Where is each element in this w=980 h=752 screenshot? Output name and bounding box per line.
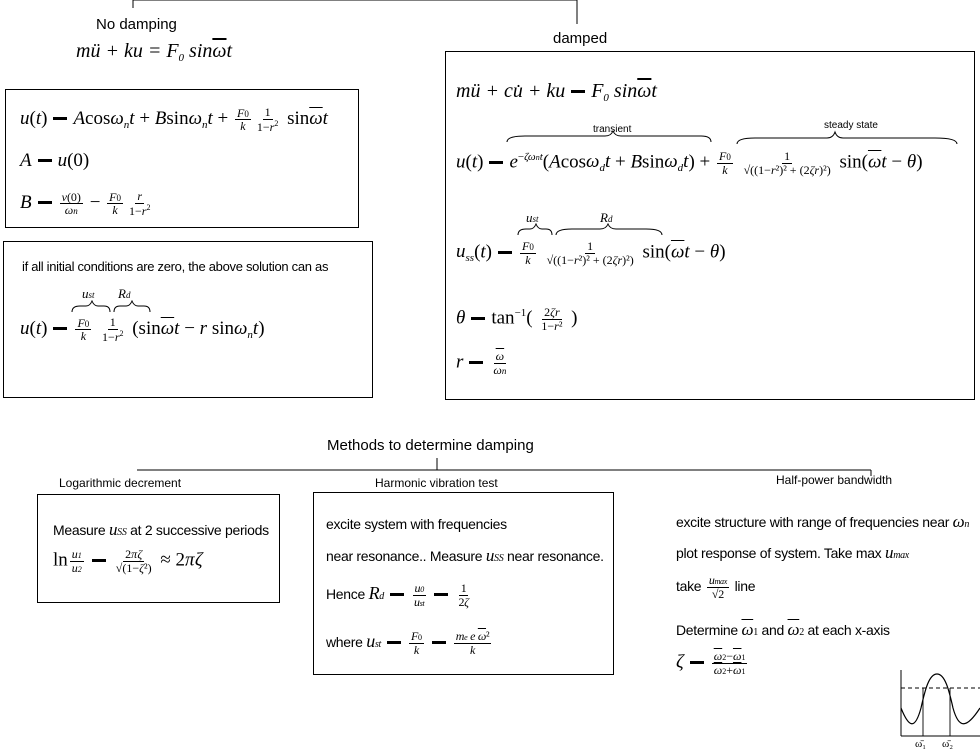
half-power-damping-formula: ζ $\frac{\overline{\omega}2-\overline{\omega}1}{\overline{\omega}2+\overline{\omega}1}$: [676, 649, 746, 677]
harmonic-title: Harmonic vibration test: [375, 476, 498, 490]
zero-ic-solution: u(t) $\frac{F0}{k}$ $\frac{1}{1-r^2}$ ($\sin\overline{\omega}t - r$ sinω$_n$t): [20, 315, 265, 344]
log-decrement-title: Logarithmic decrement: [59, 476, 182, 490]
half-power-line4: Determine $\overline{\omega}1$ and $\overline{\omega}2$ at each x-axis: [676, 620, 890, 639]
undamped-equation-of-motion: mü + ku = $F_0$ $\sin\overline{\omega}t$: [76, 40, 233, 64]
half-power-response-plot: [895, 668, 980, 738]
half-power-line1: excite structure with range of frequencies near ωn: [676, 512, 970, 531]
log-decrement-measure: Measure uSS at 2 successive periods: [53, 520, 269, 539]
half-power-line3: take $\frac{umax}{√2}$ line: [676, 573, 756, 601]
zero-initial-note: if all initial conditions are zero, the above solution can as: [22, 259, 329, 274]
frequency-ratio: r $\frac{\overline{\omega}}{\omega n}$: [456, 349, 507, 377]
methods-title: Methods to determine damping: [327, 437, 534, 454]
steady-state-label: steady state: [824, 120, 878, 131]
undamped-solution: u(t) Acosω$_n$t + Bsinω$_n$t + $\frac{F0}{k}$ $\frac{1}{1-r^2}$ $\sin\overline{\omega}t$: [20, 105, 328, 134]
axis-label-w2: ω̄₂: [942, 738, 954, 750]
rd-label: Rd: [118, 286, 131, 301]
damped-equation-of-motion: mü + cu̇ + ku $F_0$ $\sin\overline{\omega}t$: [456, 80, 657, 104]
phase-angle: θ $\tan^{-1}$( $\frac{2\zeta r}{\text{1−r²}}$ ): [456, 305, 578, 333]
transient-label: transient: [593, 124, 632, 135]
harmonic-hence: Hence Rd $\frac{u0}{\text{ust}}$ $\frac{1}{2\zeta}$: [326, 581, 469, 609]
harmonic-where: where ust $\frac{F0}{k}$ $\frac{me e \overline{\omega}^2}{k}$: [326, 629, 490, 657]
axis-label-w1: ω̄₁: [915, 738, 927, 750]
half-power-title: Half-power bandwidth: [776, 473, 893, 487]
steady-state-response: $u_{ss}(t)$ $\frac{F0}{k}$ $\frac{1}{\text{√((1−r²)² + (2ζr)²)}}$ $\sin(\overline{\omega}t - \theta)$: [456, 239, 726, 267]
ust-label: ust: [82, 286, 95, 301]
no-damping-title: No damping: [96, 16, 177, 33]
log-decrement-formula: ln $\frac{u1}{u2}$ $\frac{2\pi\zeta}{\text{√(1−ζ²)}}$ ≈ 2πζ: [53, 547, 203, 575]
steady-braces: [516, 223, 666, 237]
coefficient-b: B $\frac{v(0)}{\omega n}$ − $\frac{F0}{k}$ $\frac{r}{1-r^2}$: [20, 189, 151, 218]
harmonic-line1: excite system with frequencies: [326, 516, 507, 532]
damped-general-solution: u(t) $e^{-\zeta\omega nt}(Acos\omega_dt + Bsin\omega_dt)$ + $\frac{F0}{k}$ $\frac{1}{\text{√((1−r²)² + (2ζr)²)}}$ $\sin(\overline{\omega}t - \theta)$: [456, 149, 923, 177]
damped-title: damped: [553, 30, 608, 47]
half-power-line2: plot response of system. Take max umax: [676, 543, 909, 562]
ust-label-damped: ust: [526, 210, 539, 225]
underbrace-marks: [68, 300, 158, 314]
overbrace-marks: [505, 130, 965, 144]
coefficient-a: A u(0): [20, 150, 90, 171]
rd-label-damped: Rd: [600, 210, 613, 225]
harmonic-line2: near resonance.. Measure uSS near resonance.: [326, 546, 604, 565]
